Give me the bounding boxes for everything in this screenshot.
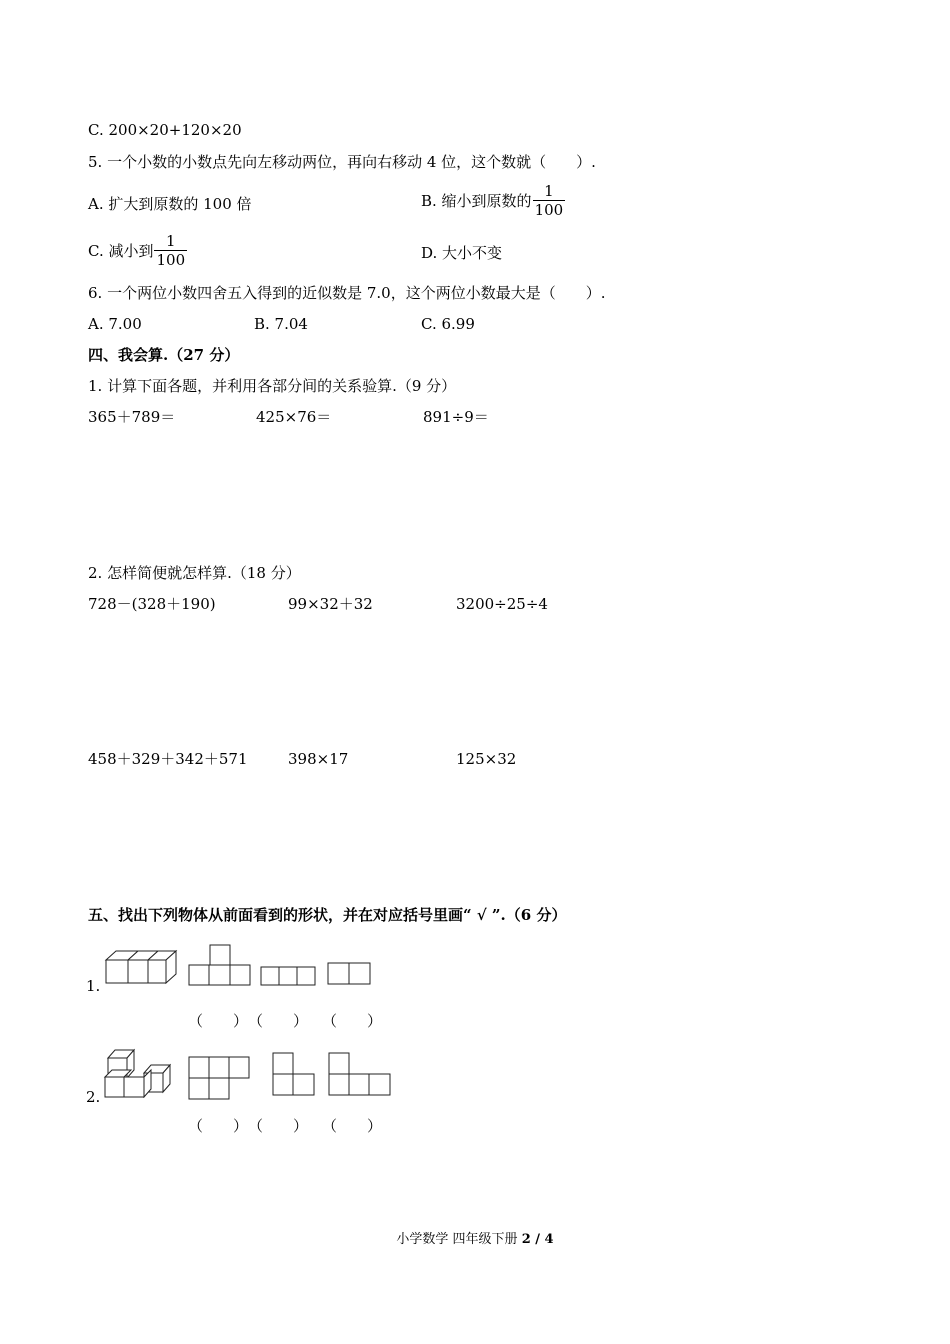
calc-item-2: 425×76＝	[256, 408, 332, 426]
view-option-2a	[188, 1056, 250, 1100]
page-footer	[0, 1228, 950, 1247]
simplify-item-5: 398×17	[288, 750, 349, 768]
q6-stem: 6. 一个两位小数四舍五入得到的近似数是 7.0，这个两位小数最大是（ ）.	[88, 284, 606, 302]
view-option-1b	[260, 966, 316, 986]
fraction-numerator: 1	[544, 182, 554, 200]
view-option-1c	[327, 962, 373, 986]
section4-title: 四、我会算.（27 分）	[88, 346, 240, 364]
answer-blank-1c[interactable]: （ ）	[322, 1012, 383, 1030]
simplify-item-6: 125×32	[456, 750, 517, 768]
q5-option-b-text: B. 缩小到原数的	[421, 192, 532, 210]
q5-option-c-text: C. 减小到	[88, 242, 154, 260]
q5-stem: 5. 一个小数的小数点先向左移动两位，再向右移动 4 位，这个数就（ ）.	[88, 153, 596, 171]
answer-blank-2b[interactable]: （ ）	[248, 1117, 309, 1135]
simplify-item-4: 458＋329＋342＋571	[88, 750, 248, 768]
view-option-2c	[328, 1052, 392, 1096]
section4-q2-title: 2. 怎样简便就怎样算.（18 分）	[88, 564, 301, 582]
answer-blank-1b[interactable]: （ ）	[248, 1012, 309, 1030]
fraction-one-hundredth	[533, 182, 566, 219]
calc-item-3: 891÷9＝	[423, 408, 489, 426]
q6-option-a: A. 7.00	[88, 315, 142, 333]
cube-l-shape-3d-figure	[100, 1044, 178, 1098]
q6-option-c: C. 6.99	[421, 315, 475, 333]
answer-blank-1a[interactable]: （ ）	[188, 1012, 249, 1030]
cube-row-3d-figure	[100, 946, 180, 986]
answer-blank-2a[interactable]: （ ）	[188, 1117, 249, 1135]
q5-option-d: D. 大小不变	[421, 244, 503, 262]
calc-item-1: 365＋789＝	[88, 408, 176, 426]
view-option-2b	[272, 1052, 316, 1096]
view-option-1a	[188, 944, 252, 986]
simplify-item-2: 99×32＋32	[288, 595, 373, 613]
q5-option-c	[88, 232, 187, 269]
fraction-denominator: 100	[156, 251, 186, 269]
section5-q1-label: 1.	[86, 977, 101, 995]
simplify-item-3: 3200÷25÷4	[456, 595, 548, 613]
footer-text: 小学数学 四年级下册	[396, 1232, 522, 1247]
answer-blank-2c[interactable]: （ ）	[322, 1117, 383, 1135]
fraction-one-hundredth	[154, 232, 187, 269]
section5-title: 五、找出下列物体从前面看到的形状，并在对应括号里画“ √ ”.（6 分）	[88, 906, 567, 924]
simplify-item-1: 728－(328＋190)	[88, 595, 216, 613]
q5-option-b	[421, 182, 565, 219]
page-number: 2 / 4	[521, 1232, 554, 1247]
q4-option-c: C. 200×20+120×20	[88, 121, 242, 139]
section5-q2-label: 2.	[86, 1088, 101, 1106]
fraction-numerator: 1	[166, 232, 176, 250]
q6-option-b: B. 7.04	[254, 315, 308, 333]
section4-q1-title: 1. 计算下面各题，并利用各部分间的关系验算.（9 分）	[88, 377, 457, 395]
q5-option-a: A. 扩大到原数的 100 倍	[88, 195, 252, 213]
fraction-denominator: 100	[534, 201, 564, 219]
